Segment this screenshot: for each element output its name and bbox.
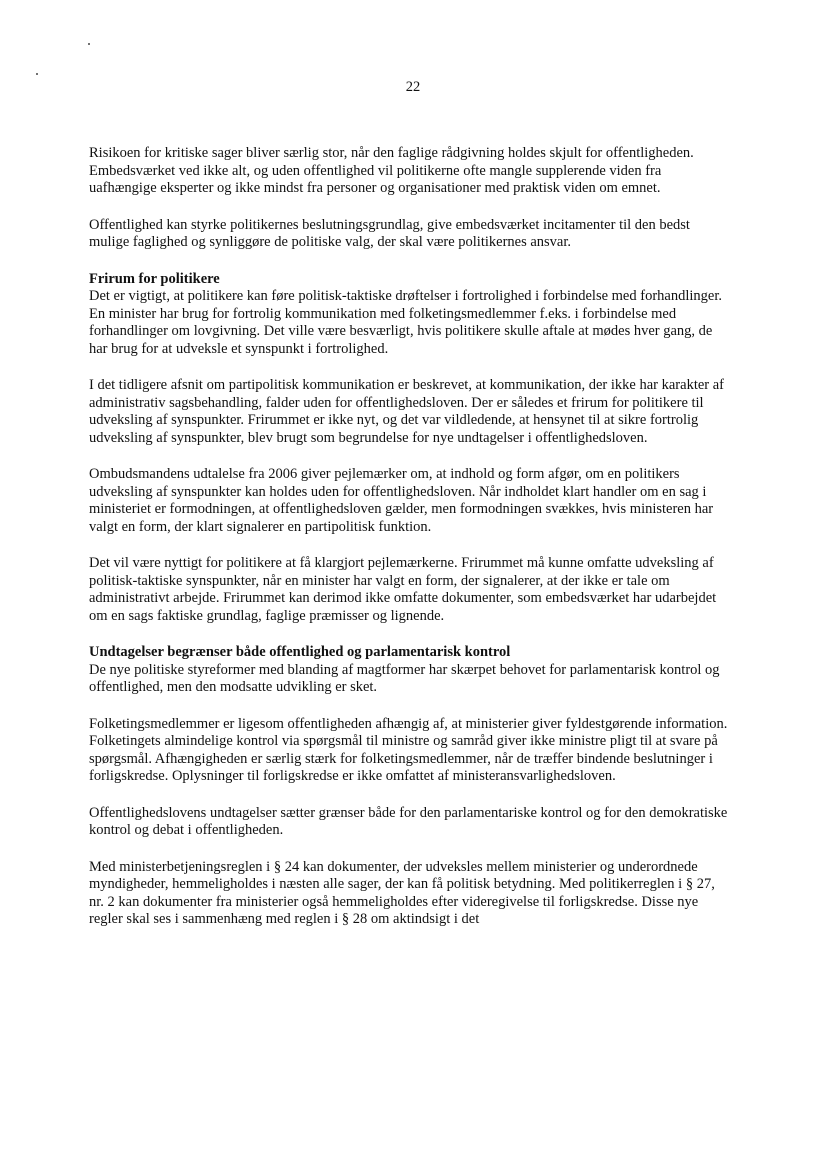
- paragraph-text: Offentlighedslovens undtagelser sætter grænser både for den parlamentariske kontrol og for den demokratiske kontrol og debat i offentligheden.: [89, 804, 728, 838]
- body-text: [89, 145, 729, 948]
- paragraph-text: Folketingsmedlemmer er ligesom offentligheden afhængig af, at ministerier giver fyldestgørende information. Folketingets almindelige kontrol via spørgsmål til ministre og samråd giver ikke ministre pligt til at svare på spørgsmål. Afhængigheden er særlig stærk for folketingsmedlemmer, når de træffer bindende beslutninger i forligskredse. Oplysninger til forligskredse er ikke omfattet af ministeransvarlighedsloven.: [89, 715, 728, 784]
- paragraph-text: Det vil være nyttigt for politikere at få klargjort pejlemærkerne. Frirummet må kunne omfatte udveksling af politisk-taktiske synspunkter, når en minister har valgt en form, der signalerer, at der ikke er tale om administrativt arbejde. Frirummet kan derimod ikke omfatte dokumenter, som embedsværket har udarbejdet om en sags faktiske grundlag, faglige præmisser og lignende.: [89, 555, 717, 624]
- paragraph: [89, 859, 729, 929]
- paragraph: [89, 145, 729, 198]
- section-heading: Frirum for politikere: [89, 270, 220, 287]
- paragraph-text: Risikoen for kritiske sager bliver særlig stor, når den faglige rådgivning holdes skjult for offentligheden. Embedsværket ved ikke alt, og uden offentlighed vil politikerne ofte mangle supplerende viden fra uafhængige eksperter og ikke mindst fra personer og organisationer med praktisk viden om emnet.: [89, 145, 694, 196]
- paragraph-text: Det er vigtigt, at politikere kan føre politisk-taktiske drøftelser i fortrolighed i forbindelse med forhandlinger. En minister har brug for fortrolig kommunikation med folketingsmedlemmer f.eks. i forbindelse med forhandlinger om lovgivning. Det ville være besværligt, hvis politikere skulle aftale at mødes hver gang, de har brug for at udveksle et synspunkt i fortrolighed.: [89, 288, 722, 357]
- paragraph-text: Ombudsmandens udtalelse fra 2006 giver pejlemærker om, at indhold og form afgør, om en politikers udveksling af synspunkter kan holdes uden for offentlighedsloven. Når indholdet klart handler om en sag i ministeriet er formodningen, at offentlighedsloven gælder, men formodningen svækkes, hvis ministeren har valgt en form, der klart signalerer en partipolitisk funktion.: [89, 466, 714, 535]
- paragraph: [89, 716, 729, 786]
- paragraph-text: Offentlighed kan styrke politikernes beslutningsgrundlag, give embedsværket incitamenter til den bedst mulige faglighed og synliggøre de politiske valg, der skal være politikernes ansvar.: [89, 216, 690, 250]
- scan-speck: [88, 43, 90, 45]
- paragraph-text: I det tidligere afsnit om partipolitisk kommunikation er beskrevet, at kommunikation, der ikke har karakter af administrativ sagsbehandling, falder uden for offentlighedsloven. Der er således et frirum for politikere til udveksling af synspunkter. Frirummet er ikke nyt, og det var vildledende, at hensynet til at sikre fortrolig udveksling af synspunkter, blev brugt som begrundelse for nye undtagelser i offentlighedsloven.: [89, 377, 724, 446]
- page-number: 22: [405, 79, 421, 95]
- section-frirum: [89, 271, 729, 359]
- section-heading: Undtagelser begrænser både offentlighed og parlamentarisk kontrol: [89, 644, 511, 660]
- section-undtagelser: [89, 644, 729, 697]
- paragraph: [89, 805, 729, 840]
- paragraph: [89, 377, 729, 447]
- paragraph: [89, 555, 729, 625]
- paragraph: [89, 466, 729, 536]
- paragraph: [89, 217, 729, 252]
- scan-speck: [36, 73, 38, 75]
- paragraph-text: Med ministerbetjeningsreglen i § 24 kan dokumenter, der udveksles mellem ministerier og underordnede myndigheder, hemmeligholdes i næsten alle sager, der kan få politisk betydning. Med politikerreglen i § 27, nr. 2 kan dokumenter fra ministerier også hemmeligholdes efter videregivelse til forligskredse. Disse nye regler skal ses i sammenhæng med reglen i § 28 om aktindsigt i det: [89, 858, 715, 927]
- paragraph-text: De nye politiske styreformer med blanding af magtformer har skærpet behovet for parlamentarisk kontrol og offentlighed, men den modsatte udvikling er sket.: [89, 661, 720, 695]
